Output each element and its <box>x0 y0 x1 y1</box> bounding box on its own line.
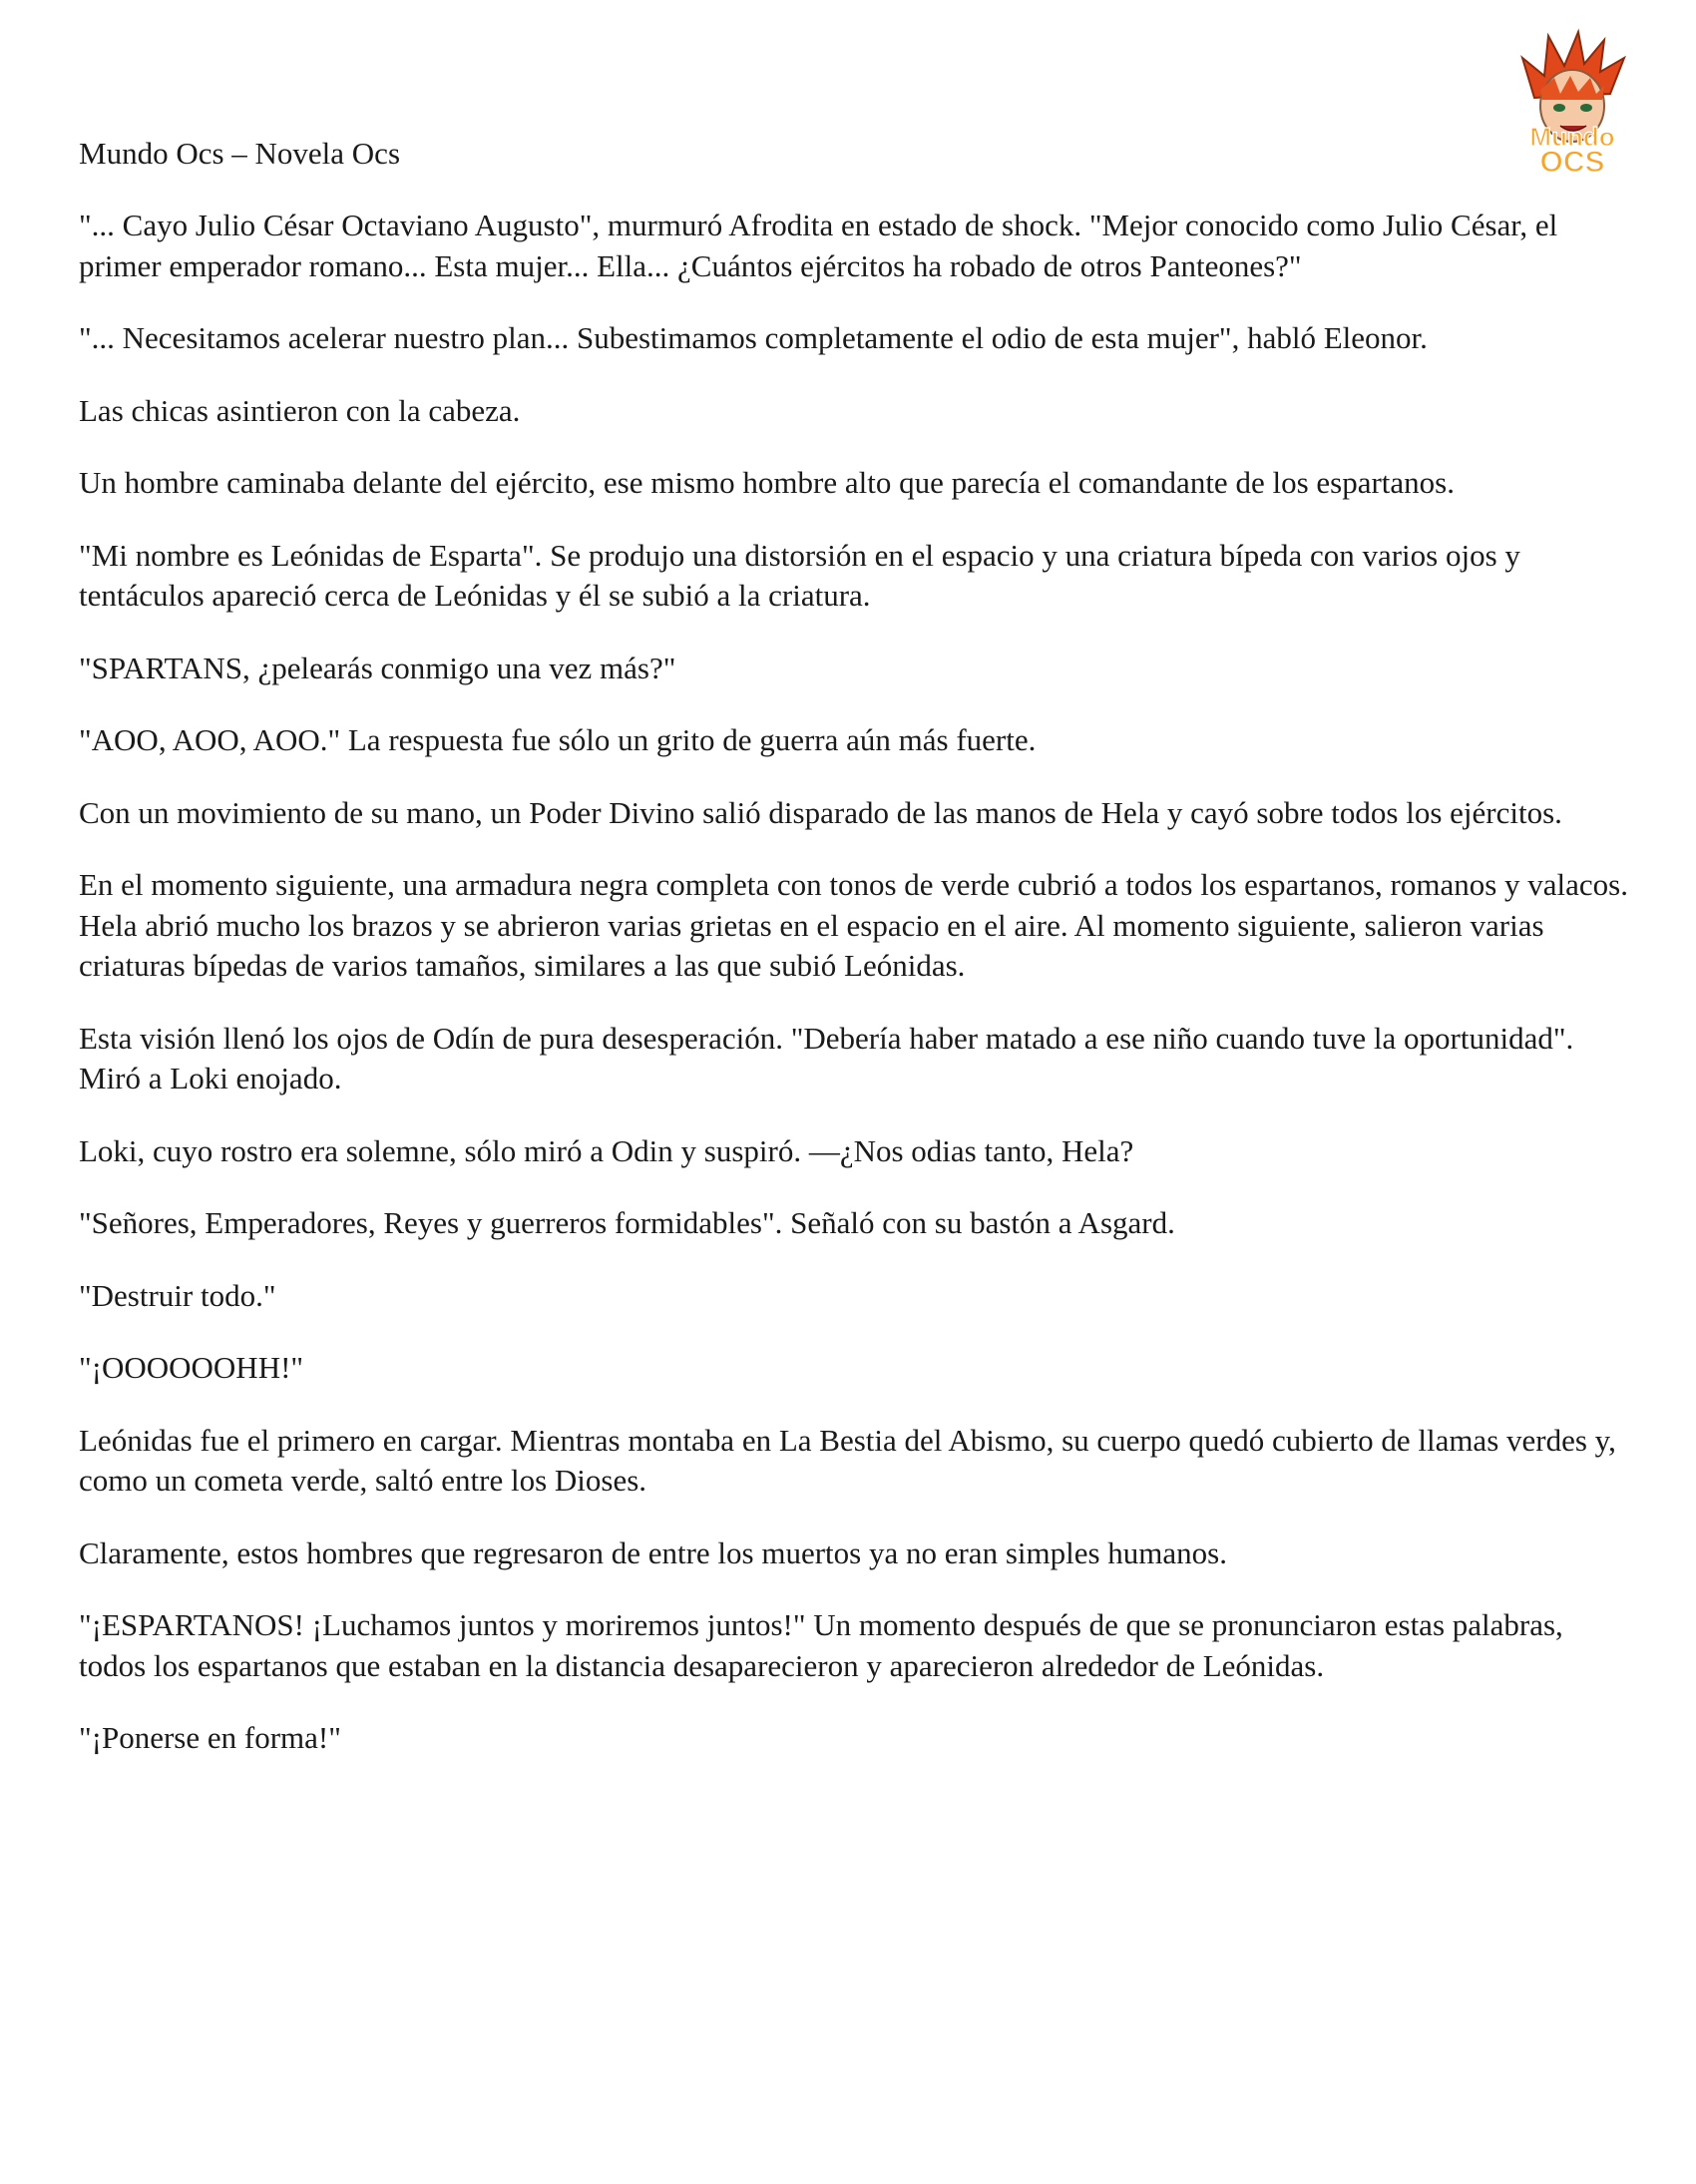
paragraph: "¡ESPARTANOS! ¡Luchamos juntos y moriremos juntos!" Un momento después de que se pronunciaron estas palabras, todos los espartanos que estaban en la distancia desaparecieron y aparecieron alrededor de Leónidas. <box>79 1607 1563 1683</box>
novel-text <box>79 206 1635 1791</box>
paragraph: "Mi nombre es Leónidas de Esparta". Se produjo una distorsión en el espacio y una criatura bípeda con varios ojos y tentáculos apareció cerca de Leónidas y él se subió a la criatura. <box>79 537 1520 613</box>
page-header: Mundo Ocs – Novela Ocs <box>79 136 401 171</box>
paragraph: "... Necesitamos acelerar nuestro plan... Subestimamos completamente el odio de esta mujer", habló Eleonor. <box>79 320 1428 355</box>
paragraph: Loki, cuyo rostro era solemne, sólo miró a Odin y suspiró. —¿Nos odias tanto, Hela? <box>79 1132 1134 1168</box>
paragraph: "Destruir todo." <box>79 1277 276 1313</box>
paragraph: "Señores, Emperadores, Reyes y guerreros formidables". Señaló con su bastón a Asgard. <box>79 1205 1175 1240</box>
paragraph: "¡Ponerse en forma!" <box>79 1720 341 1755</box>
mundo-ocs-logo <box>1504 28 1640 178</box>
paragraph: Leónidas fue el primero en cargar. Mientras montaba en La Bestia del Abismo, su cuerpo quedó cubierto de llamas verdes y, como un cometa verde, saltó entre los Dioses. <box>79 1422 1616 1498</box>
paragraph: Esta visión llenó los ojos de Odín de pura desesperación. "Debería haber matado a ese niño cuando tuve la oportunidad". Miró a Loki enojado. <box>79 1020 1574 1095</box>
paragraph: Claramente, estos hombres que regresaron de entre los muertos ya no eran simples humanos. <box>79 1534 1227 1570</box>
paragraph: En el momento siguiente, una armadura negra completa con tonos de verde cubrió a todos los espartanos, romanos y valacos. Hela abrió mucho los brazos y se abrieron varias grietas en el espacio en el aire. Al momento siguiente, salieron varias criaturas bípedas de varios tamaños, similares a las que subió Leónidas. <box>79 867 1628 983</box>
paragraph: "SPARTANS, ¿pelearás conmigo una vez más?" <box>79 650 676 685</box>
paragraph: "¡OOOOOOHH!" <box>79 1350 304 1385</box>
paragraph: Las chicas asintieron con la cabeza. <box>79 392 521 428</box>
paragraph: "AOO, AOO, AOO." La respuesta fue sólo un grito de guerra aún más fuerte. <box>79 722 1037 757</box>
paragraph: Un hombre caminaba delante del ejército, ese mismo hombre alto que parecía el comandante de los espartanos. <box>79 465 1455 500</box>
paragraph: "... Cayo Julio César Octaviano Augusto", murmuró Afrodita en estado de shock. "Mejor conocido como Julio César, el primer emperador romano... Esta mujer... Ella... ¿Cuántos ejércitos ha robado de otros Panteones?" <box>79 208 1558 283</box>
logo-text-line1: Mundo <box>1529 122 1615 152</box>
logo-text-line2: OCS <box>1539 146 1605 178</box>
logo-graphic <box>1504 28 1640 178</box>
paragraph: Con un movimiento de su mano, un Poder Divino salió disparado de las manos de Hela y cayó sobre todos los ejércitos. <box>79 794 1562 830</box>
